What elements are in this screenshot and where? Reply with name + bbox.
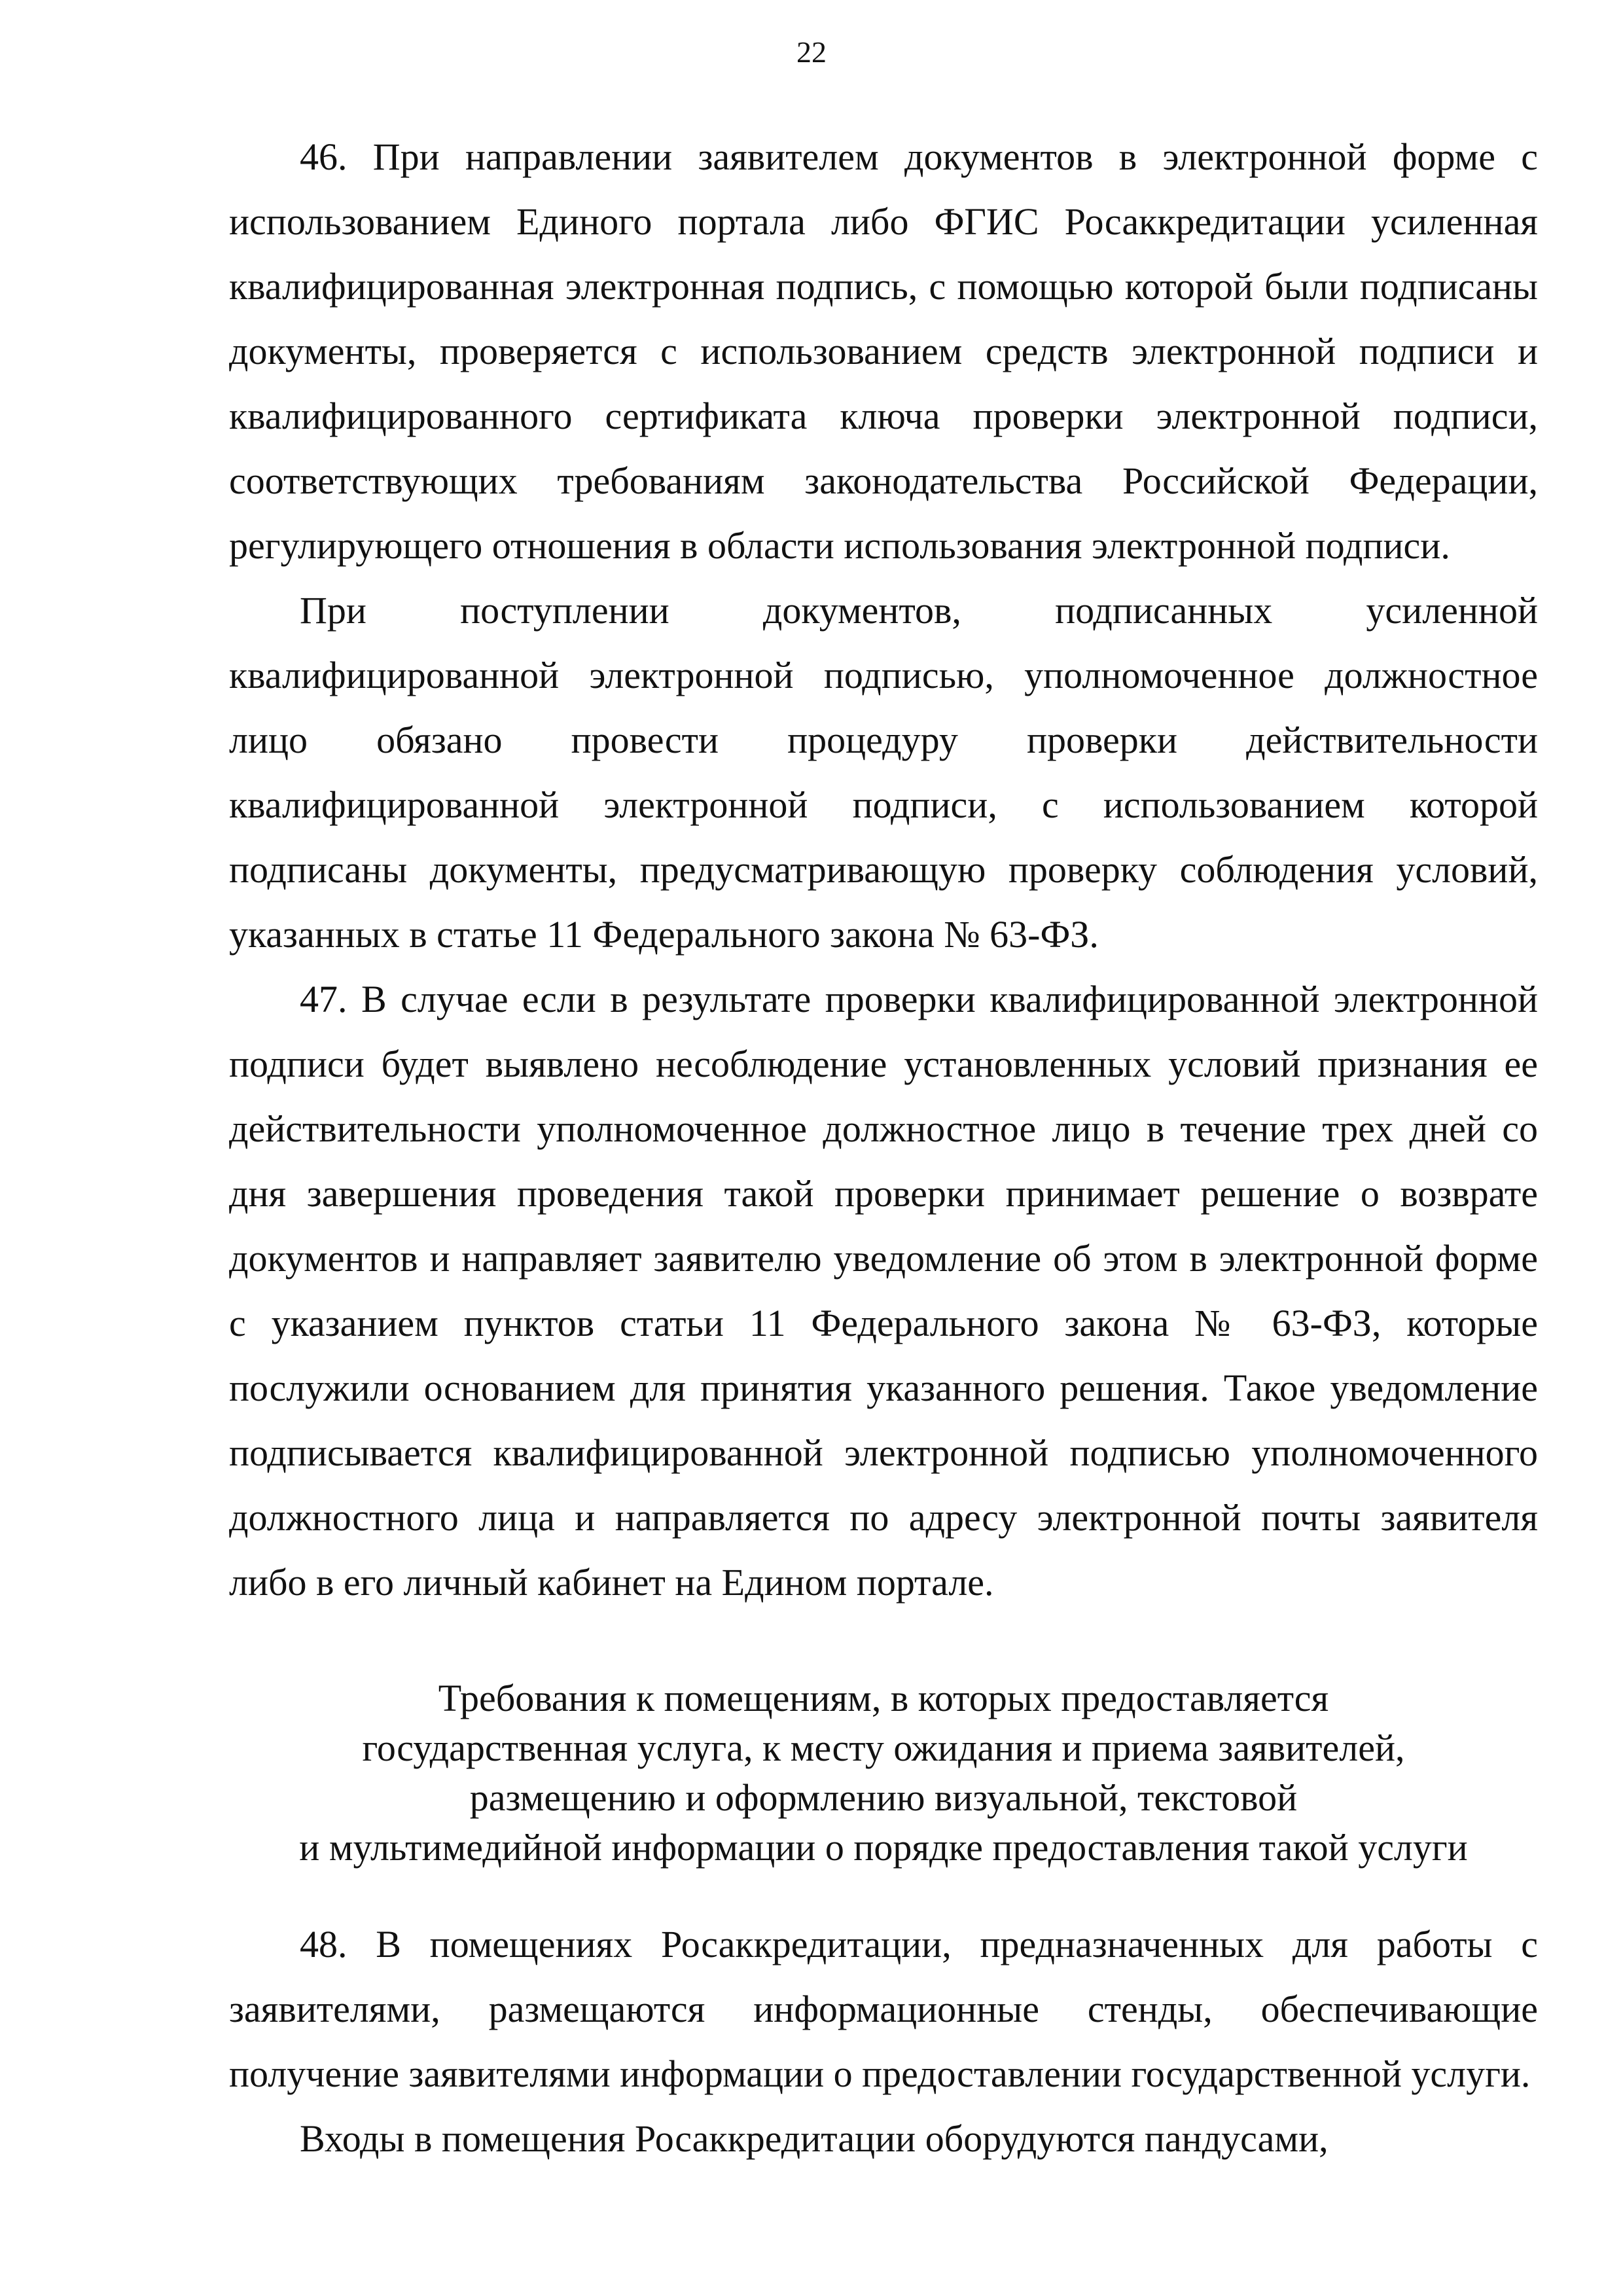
- section-heading-line: государственная услуга, к месту ожидания и приема заявителей,: [362, 1727, 1405, 1769]
- section-heading: [229, 1674, 1538, 1873]
- page-number: 22: [796, 35, 827, 69]
- section-heading-line: и мультимедийной информации о порядке предоставления такой услуги: [299, 1826, 1468, 1869]
- paragraph-46: 46. При направлении заявителем документов в электронной форме с использованием Единого портала либо ФГИС Росаккредитации усиленная квалифицированная электронная подпись, с помощью которой были подписаны документы, проверяется с использованием средств электронной подписи и квалифицированного сертификата ключа проверки электронной подписи, соответствующих требованиям законодательства Российской Федерации, регулирующего отношения в области использования электронной подписи.: [229, 135, 1538, 567]
- paragraph-48: 48. В помещениях Росаккредитации, предназначенных для работы с заявителями, размещаются информационные стенды, обеспечивающие получение заявителями информации о предоставлении государственной услуги.: [229, 1923, 1538, 2095]
- document-body: [229, 124, 1538, 2171]
- paragraph-48-continued: Входы в помещения Росаккредитации оборудуются пандусами,: [300, 2117, 1329, 2160]
- paragraph-46-continued: При поступлении документов, подписанных усиленной квалифицированной электронной подписью, уполномоченное должностное лицо обязано провести процедуру проверки действительности квалифицированной электронной подписи, с использованием которой подписаны документы, предусматривающую проверку соблюдения условий, указанных в статье 11 Федерального закона № 63-ФЗ.: [229, 589, 1538, 956]
- section-heading-line: Требования к помещениям, в которых предоставляется: [438, 1677, 1329, 1719]
- section-heading-line: размещению и оформлению визуальной, текстовой: [469, 1776, 1298, 1819]
- paragraph-47: 47. В случае если в результате проверки квалифицированной электронной подписи будет выявлено несоблюдение установленных условий признания ее действительности уполномоченное должностное лицо в течение трех дней со дня завершения проведения такой проверки принимает решение о возврате документов и направляет заявителю уведомление об этом в электронной форме с указанием пунктов статьи 11 Федерального закона № 63-ФЗ, которые послужили основанием для принятия указанного решения. Такое уведомление подписывается квалифицированной электронной подписью уполномоченного должностного лица и направляется по адресу электронной почты заявителя либо в его личный кабинет на Едином портале.: [229, 978, 1538, 1604]
